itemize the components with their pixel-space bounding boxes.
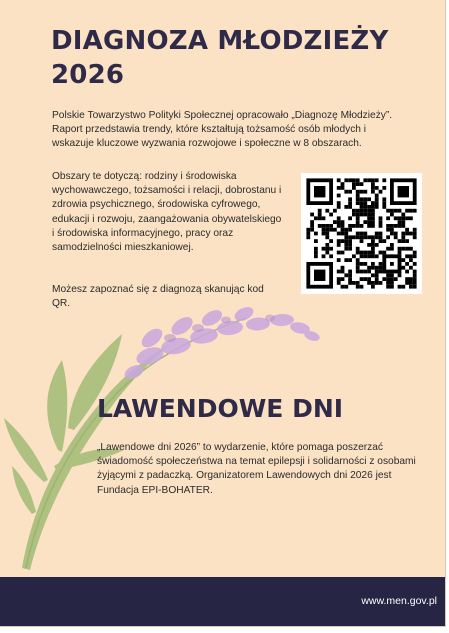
qr-code-icon[interactable] (301, 173, 422, 294)
event-paragraph: „Lawendowe dni 2026” to wydarzenie, które pomaga poszerzać świadomość społeczeństwa na temat epilepsji i solidarności z osobami żyjącymi z padaczką. Organizatorem Lawendowych dni 2026 jest Fundacja EPI-BOHATER. (97, 442, 416, 496)
section-title: LAWENDOWE DNI (97, 394, 344, 423)
footer-link[interactable]: www.men.gov.pl (361, 595, 437, 607)
areas-paragraph: Obszary te dotyczą: rodziny i środowiska wychowawczego, tożsamości i relacji, dobrostanu i zdrowia psychicznego, środowiska cyfrowego, edukacji i rozwoju, zaangażowania obywatelskiego i środowiska informacyjnego, pracy oraz samodzielności mieszkaniowej. (52, 171, 282, 254)
page-title: DIAGNOZA MŁODZIEŻY 2026 (51, 26, 389, 90)
lavender-sprig-illustration (0, 300, 330, 580)
scan-note: Możesz zapoznać się z diagnozą skanując kod QR. (52, 284, 264, 310)
intro-paragraph: Polskie Towarzystwo Polityki Społecznej opracowało „Diagnozę Młodzieży”. Raport przedstawia trendy, które kształtują tożsamość osób młodych i wskazuje kluczowe wyzwania rozwojowe i społeczne w 8 obszarach. (52, 110, 393, 150)
footer-bar (0, 577, 445, 626)
